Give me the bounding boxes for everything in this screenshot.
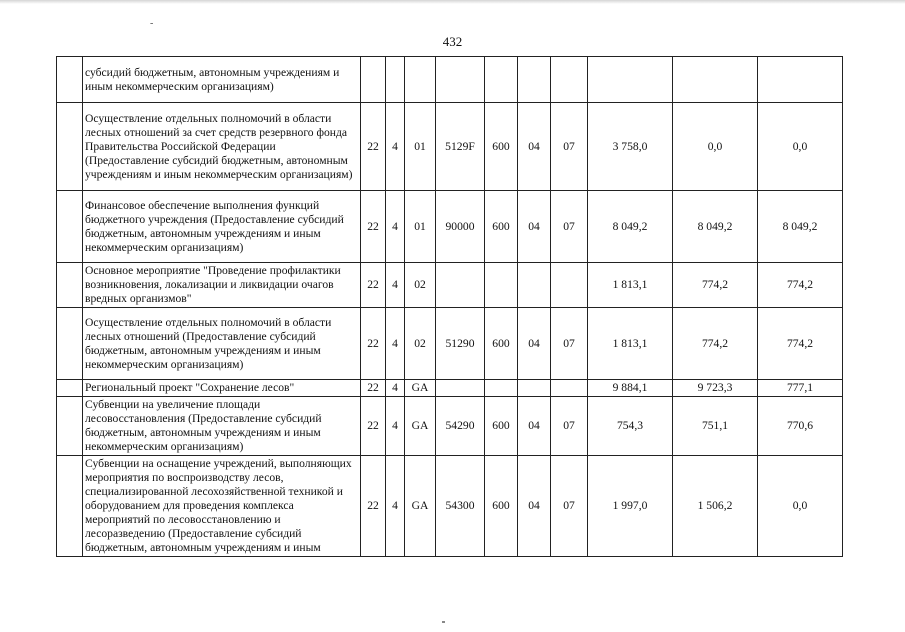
row-description: Субвенции на увеличение площади лесовосстановления (Предоставление субсидий бюджетным, автономным учреждениям и иным некоммерческим организациям) <box>83 397 361 456</box>
row-code-c1 <box>361 57 386 103</box>
row-amount-v2: 0,0 <box>673 103 758 191</box>
row-amount-v2: 8 049,2 <box>673 191 758 263</box>
row-code-c5: 600 <box>485 397 518 456</box>
row-amount-v3: 770,6 <box>758 397 843 456</box>
row-code-c4: 90000 <box>436 191 485 263</box>
row-spacer-cell <box>57 191 83 263</box>
row-code-c1: 22 <box>361 191 386 263</box>
row-code-c2: 4 <box>386 263 405 308</box>
row-code-c7: 07 <box>551 397 588 456</box>
row-code-c5 <box>485 263 518 308</box>
row-code-c3: 02 <box>405 263 436 308</box>
row-description: Региональный проект "Сохранение лесов" <box>83 380 361 397</box>
row-spacer-cell <box>57 380 83 397</box>
row-spacer-cell <box>57 308 83 380</box>
row-code-c4: 5129F <box>436 103 485 191</box>
row-amount-v2: 9 723,3 <box>673 380 758 397</box>
row-code-c7: 07 <box>551 308 588 380</box>
row-code-c2 <box>386 57 405 103</box>
row-amount-v1: 8 049,2 <box>588 191 673 263</box>
row-code-c6 <box>518 380 551 397</box>
row-amount-v1: 1 813,1 <box>588 263 673 308</box>
row-code-c5: 600 <box>485 456 518 557</box>
row-spacer-cell <box>57 456 83 557</box>
table-body <box>57 57 843 557</box>
table-row <box>57 191 843 263</box>
table-row <box>57 308 843 380</box>
row-code-c3: GA <box>405 397 436 456</box>
row-code-c2: 4 <box>386 456 405 557</box>
row-amount-v2: 751,1 <box>673 397 758 456</box>
row-amount-v3: 0,0 <box>758 103 843 191</box>
row-code-c1: 22 <box>361 308 386 380</box>
row-amount-v1 <box>588 57 673 103</box>
row-amount-v2: 774,2 <box>673 308 758 380</box>
row-code-c6: 04 <box>518 397 551 456</box>
table-row <box>57 103 843 191</box>
row-amount-v2 <box>673 57 758 103</box>
row-code-c7: 07 <box>551 456 588 557</box>
scan-edge-shadow <box>0 0 905 4</box>
row-amount-v3: 0,0 <box>758 456 843 557</box>
row-amount-v3 <box>758 57 843 103</box>
row-code-c7: 07 <box>551 103 588 191</box>
row-code-c6: 04 <box>518 191 551 263</box>
row-amount-v2: 1 506,2 <box>673 456 758 557</box>
row-amount-v1: 754,3 <box>588 397 673 456</box>
row-code-c6: 04 <box>518 103 551 191</box>
row-description: субсидий бюджетным, автономным учреждениям и иным некоммерческим организациям) <box>83 57 361 103</box>
table-row <box>57 263 843 308</box>
row-amount-v1: 3 758,0 <box>588 103 673 191</box>
row-code-c6: 04 <box>518 456 551 557</box>
table-row <box>57 380 843 397</box>
budget-table <box>56 56 843 557</box>
row-code-c1: 22 <box>361 397 386 456</box>
row-code-c7 <box>551 380 588 397</box>
row-code-c3 <box>405 57 436 103</box>
row-code-c1: 22 <box>361 380 386 397</box>
row-description: Осуществление отдельных полномочий в области лесных отношений за счет средств резервного фонда Правительства Российской Федерации (Предоставление субсидий бюджетным, автономным учреждениям и иным некоммерческим организациям) <box>83 103 361 191</box>
row-code-c3: 01 <box>405 103 436 191</box>
row-code-c4: 51290 <box>436 308 485 380</box>
row-amount-v2: 774,2 <box>673 263 758 308</box>
row-code-c4 <box>436 263 485 308</box>
page-number: 432 <box>442 34 463 49</box>
row-code-c5 <box>485 57 518 103</box>
row-code-c7: 07 <box>551 191 588 263</box>
row-description: Основное мероприятие "Проведение профилактики возникновения, локализации и ликвидации очагов вредных организмов" <box>83 263 361 308</box>
row-amount-v1: 9 884,1 <box>588 380 673 397</box>
row-spacer-cell <box>57 57 83 103</box>
table-row <box>57 57 843 103</box>
row-amount-v1: 1 813,1 <box>588 308 673 380</box>
row-code-c1: 22 <box>361 103 386 191</box>
row-spacer-cell <box>57 397 83 456</box>
row-code-c3: GA <box>405 380 436 397</box>
row-code-c1: 22 <box>361 263 386 308</box>
row-code-c5 <box>485 380 518 397</box>
row-code-c1: 22 <box>361 456 386 557</box>
row-description: Финансовое обеспечение выполнения функций бюджетного учреждения (Предоставление субсидий бюджетным, автономным учреждениям и иным некоммерческим организациям) <box>83 191 361 263</box>
scan-mark-bottom <box>442 621 445 623</box>
row-code-c6: 04 <box>518 308 551 380</box>
table-row <box>57 456 843 557</box>
row-amount-v3: 777,1 <box>758 380 843 397</box>
row-code-c4: 54300 <box>436 456 485 557</box>
row-amount-v3: 774,2 <box>758 308 843 380</box>
row-amount-v1: 1 997,0 <box>588 456 673 557</box>
row-description: Осуществление отдельных полномочий в области лесных отношений (Предоставление субсидий бюджетным, автономным учреждениям и иным некоммерческим организациям) <box>83 308 361 380</box>
row-code-c2: 4 <box>386 191 405 263</box>
row-code-c3: GA <box>405 456 436 557</box>
row-code-c5: 600 <box>485 308 518 380</box>
row-code-c3: 02 <box>405 308 436 380</box>
row-code-c5: 600 <box>485 191 518 263</box>
row-code-c4: 54290 <box>436 397 485 456</box>
row-code-c7 <box>551 263 588 308</box>
row-spacer-cell <box>57 103 83 191</box>
row-code-c3: 01 <box>405 191 436 263</box>
row-code-c7 <box>551 57 588 103</box>
row-description: Субвенции на оснащение учреждений, выполняющих мероприятия по воспроизводству лесов, специализированной лесохозяйственной техникой и оборудованием для проведения комплекса мероприятий по лесовосстановлению и лесоразведению (Предоставление субсидий бюджетным, автономным учреждениям и иным <box>83 456 361 557</box>
row-code-c5: 600 <box>485 103 518 191</box>
row-code-c2: 4 <box>386 397 405 456</box>
scan-mark: - <box>150 18 154 29</box>
row-code-c2: 4 <box>386 103 405 191</box>
row-code-c2: 4 <box>386 308 405 380</box>
row-code-c2: 4 <box>386 380 405 397</box>
row-amount-v3: 8 049,2 <box>758 191 843 263</box>
row-code-c4 <box>436 380 485 397</box>
row-code-c4 <box>436 57 485 103</box>
row-amount-v3: 774,2 <box>758 263 843 308</box>
row-code-c6 <box>518 57 551 103</box>
table-row <box>57 397 843 456</box>
row-spacer-cell <box>57 263 83 308</box>
row-code-c6 <box>518 263 551 308</box>
